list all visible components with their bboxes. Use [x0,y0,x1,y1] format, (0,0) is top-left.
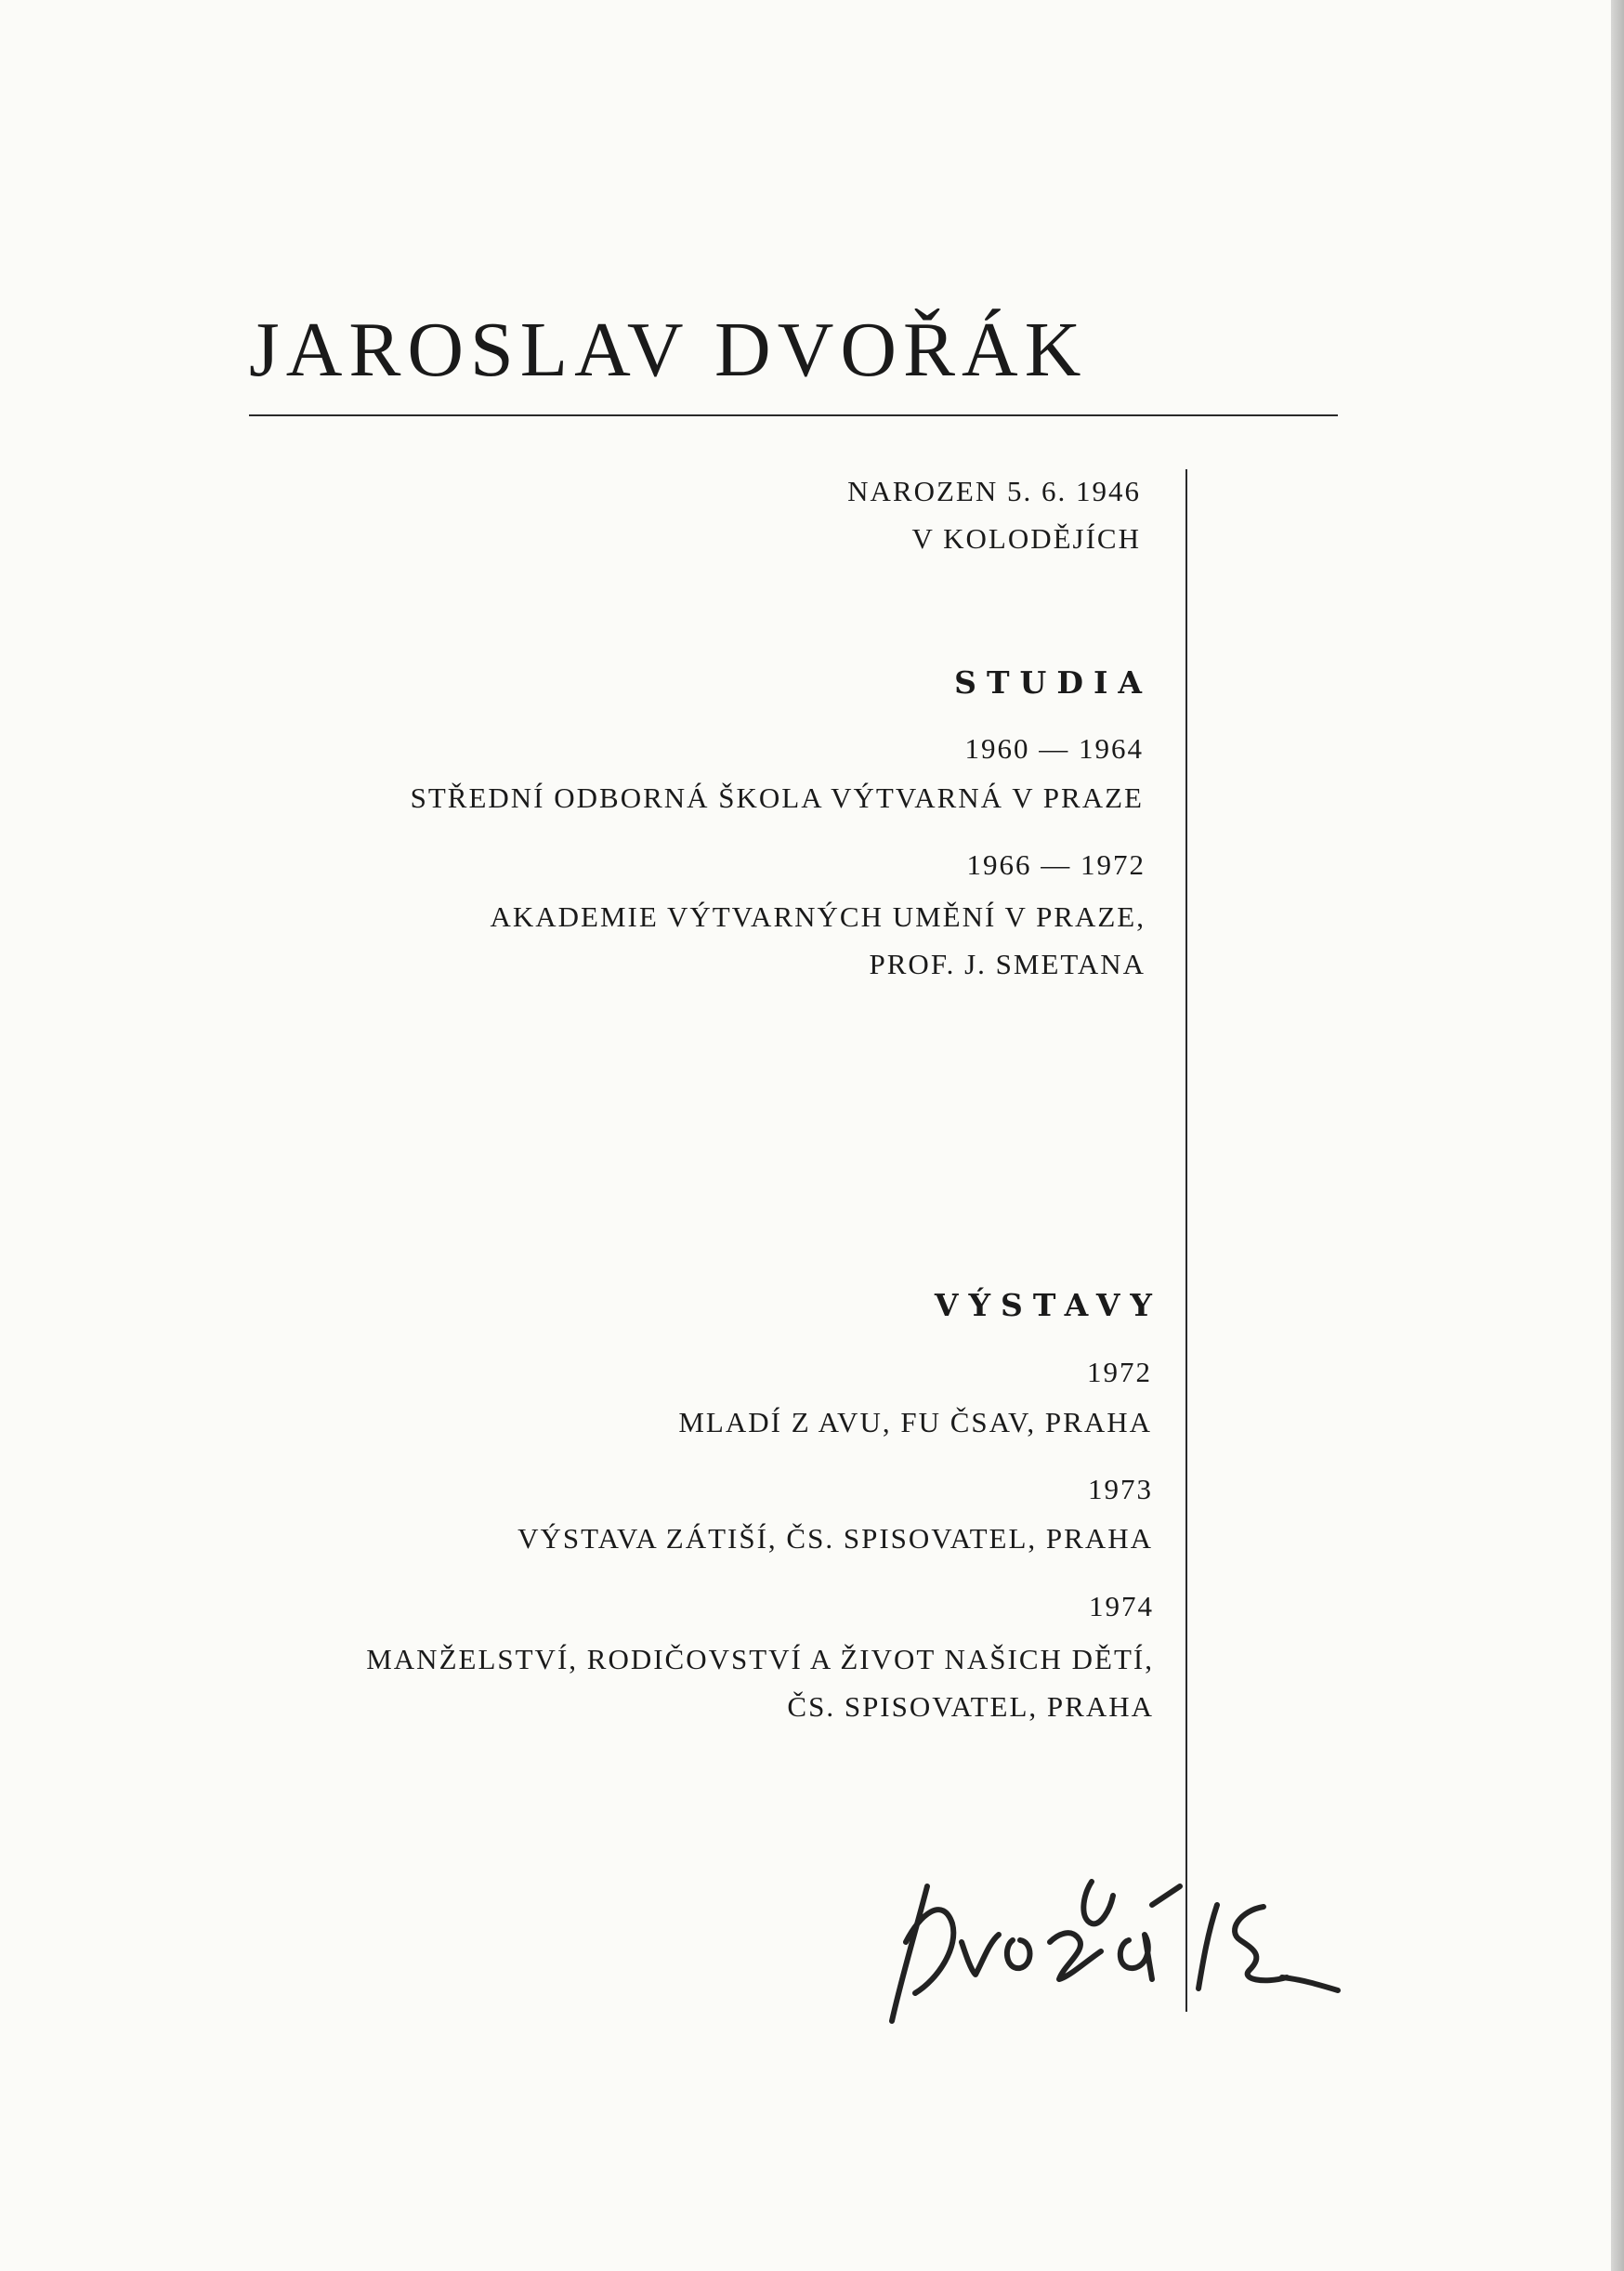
birth-date: NAROZEN 5. 6. 1946 [847,475,1141,507]
birth-info [847,474,1141,556]
vystavy-entry-3-publisher: ČS. SPISOVATEL, PRAHA [787,1690,1154,1723]
vystavy-entry-2-title: VÝSTAVA ZÁTIŠÍ, ČS. SPISOVATEL, PRAHA [517,1522,1153,1555]
vertical-divider [1185,469,1187,2012]
signature-image [873,1831,1356,2035]
studia-entry-1-years: 1960 — 1964 [964,732,1144,765]
vystavy-entry-1-year: 1972 [1087,1356,1152,1388]
studia-entry-2-professor: PROF. J. SMETANA [869,948,1146,980]
vystavy-entry-3-title: MANŽELSTVÍ, RODIČOVSTVÍ A ŽIVOT NAŠICH DĚTÍ, [366,1643,1154,1675]
title-underline [249,414,1338,416]
studia-entry-1-school: STŘEDNÍ ODBORNÁ ŠKOLA VÝTVARNÁ V PRAZE [410,781,1144,814]
studia-entry-2-years: 1966 — 1972 [966,848,1146,881]
vystavy-entry-3-year: 1974 [1089,1590,1154,1622]
birth-place: V KOLODĚJÍCH [911,522,1141,556]
studia-entry-2-school: AKADEMIE VÝTVARNÝCH UMĚNÍ V PRAZE, [490,900,1146,933]
vystavy-entry-2-year: 1973 [1088,1473,1153,1505]
vystavy-entry-1-title: MLADÍ Z AVU, FU ČSAV, PRAHA [678,1406,1152,1438]
vystavy-heading: VÝSTAVY [934,1287,1162,1323]
page-edge [1611,0,1624,2271]
studia-heading: STUDIA [954,664,1152,701]
page-title: JAROSLAV DVOŘÁK [249,307,1088,393]
